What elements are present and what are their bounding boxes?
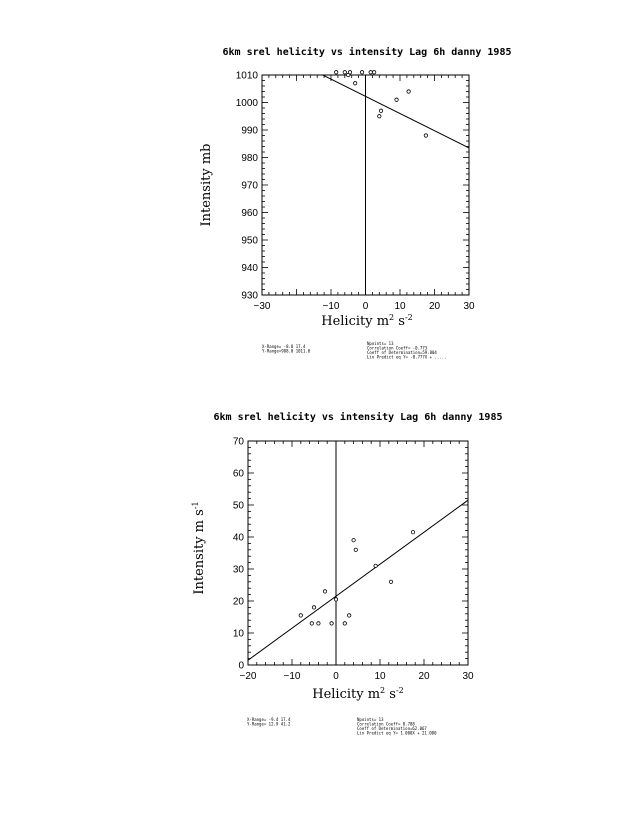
data-point	[317, 622, 320, 625]
data-point	[424, 134, 427, 137]
y-tick-label: 940	[241, 263, 258, 274]
stats-range-line: X-Range= -9.4 17.4	[247, 717, 291, 722]
chart-title: 6km srel helicity vs intensity Lag 6h danny 1985	[222, 47, 512, 58]
x-tick-label: 0	[333, 671, 339, 682]
plot-frame	[248, 441, 468, 665]
y-tick-label: 980	[241, 153, 258, 164]
chart-1	[199, 45, 511, 360]
x-tick-label: 0	[362, 301, 369, 312]
y-axis-label: Intensity mb	[199, 143, 214, 227]
y-tick-label: 990	[241, 125, 258, 137]
data-point	[389, 580, 392, 583]
stats-regression-line: Correlation Coeff= 0.788	[357, 721, 415, 727]
y-tick-label: 60	[232, 468, 244, 480]
x-tick-label: −10	[322, 301, 340, 312]
stats-range-line: Y-Range=988.0 1011.0	[262, 348, 311, 354]
data-point	[334, 598, 337, 601]
x-tick-label: −10	[283, 671, 301, 682]
data-point	[348, 71, 351, 74]
stats-regression-line: Npoints= 13	[357, 717, 384, 722]
y-tick-label: 40	[232, 532, 244, 544]
x-axis-label: Helicity m2 s-2	[321, 313, 413, 329]
y-tick-label: 950	[241, 235, 258, 247]
x-tick-label: 30	[463, 301, 475, 312]
data-point	[312, 606, 315, 609]
data-point	[372, 71, 375, 74]
stats-regression-line: Coeff of Determination=59.804	[367, 350, 437, 355]
y-tick-label: 930	[241, 290, 258, 302]
x-tick-label: 10	[374, 671, 386, 682]
data-point	[343, 622, 346, 625]
data-point	[395, 98, 398, 101]
y-tick-label: 30	[232, 564, 244, 576]
x-tick-label: 10	[394, 301, 406, 312]
stats-range-line: X-Range= -8.8 17.4	[262, 344, 306, 349]
data-point	[369, 71, 372, 74]
data-point	[352, 539, 355, 542]
data-point	[330, 622, 333, 625]
y-tick-label: 70	[232, 436, 244, 448]
x-tick-label: −20	[239, 671, 257, 682]
data-point	[353, 82, 356, 85]
y-tick-label: 1010	[235, 70, 258, 82]
y-tick-label: 960	[241, 208, 258, 219]
regression-line	[248, 500, 468, 660]
stats-regression-line: Coeff of Determination=62.067	[357, 726, 427, 731]
chart-title: 6km srel helicity vs intensity Lag 6h danny 1985	[213, 412, 503, 423]
data-point	[379, 109, 382, 112]
data-point	[310, 622, 313, 625]
data-point	[343, 71, 346, 74]
stats-regression-line: Lin Predict eq Y= -0.777X + .....	[367, 354, 447, 360]
chart-2	[191, 411, 502, 736]
stats-regression-line: Lin Predict eq Y= 1.000X + 21.000	[357, 730, 437, 736]
data-point	[334, 71, 337, 74]
y-tick-label: 50	[232, 500, 244, 512]
y-tick-label: 970	[241, 180, 258, 192]
y-tick-label: 1000	[235, 98, 258, 109]
x-tick-label: 30	[462, 671, 474, 682]
x-tick-label: −30	[253, 301, 271, 312]
data-point	[378, 115, 381, 118]
data-point	[360, 71, 363, 74]
y-tick-label: 10	[232, 628, 244, 640]
data-point	[323, 590, 326, 593]
data-point	[374, 564, 377, 567]
data-point	[299, 614, 302, 617]
stats-regression-line: Npoints= 13	[367, 341, 394, 346]
stats-regression-line: Correlation Coeff= -0.773	[367, 345, 428, 351]
y-tick-label: 0	[238, 660, 244, 672]
data-point	[348, 614, 351, 617]
y-tick-label: 20	[232, 596, 244, 608]
x-tick-label: 20	[418, 671, 430, 682]
data-point	[411, 531, 414, 534]
y-axis-label: Intensity m s-1	[191, 501, 207, 595]
data-point	[407, 90, 410, 93]
x-tick-label: 20	[428, 301, 441, 312]
data-point	[354, 548, 357, 551]
stats-range-line: Y-Range= 12.9 41.2	[247, 721, 291, 727]
x-axis-label: Helicity m2 s-2	[312, 686, 404, 702]
